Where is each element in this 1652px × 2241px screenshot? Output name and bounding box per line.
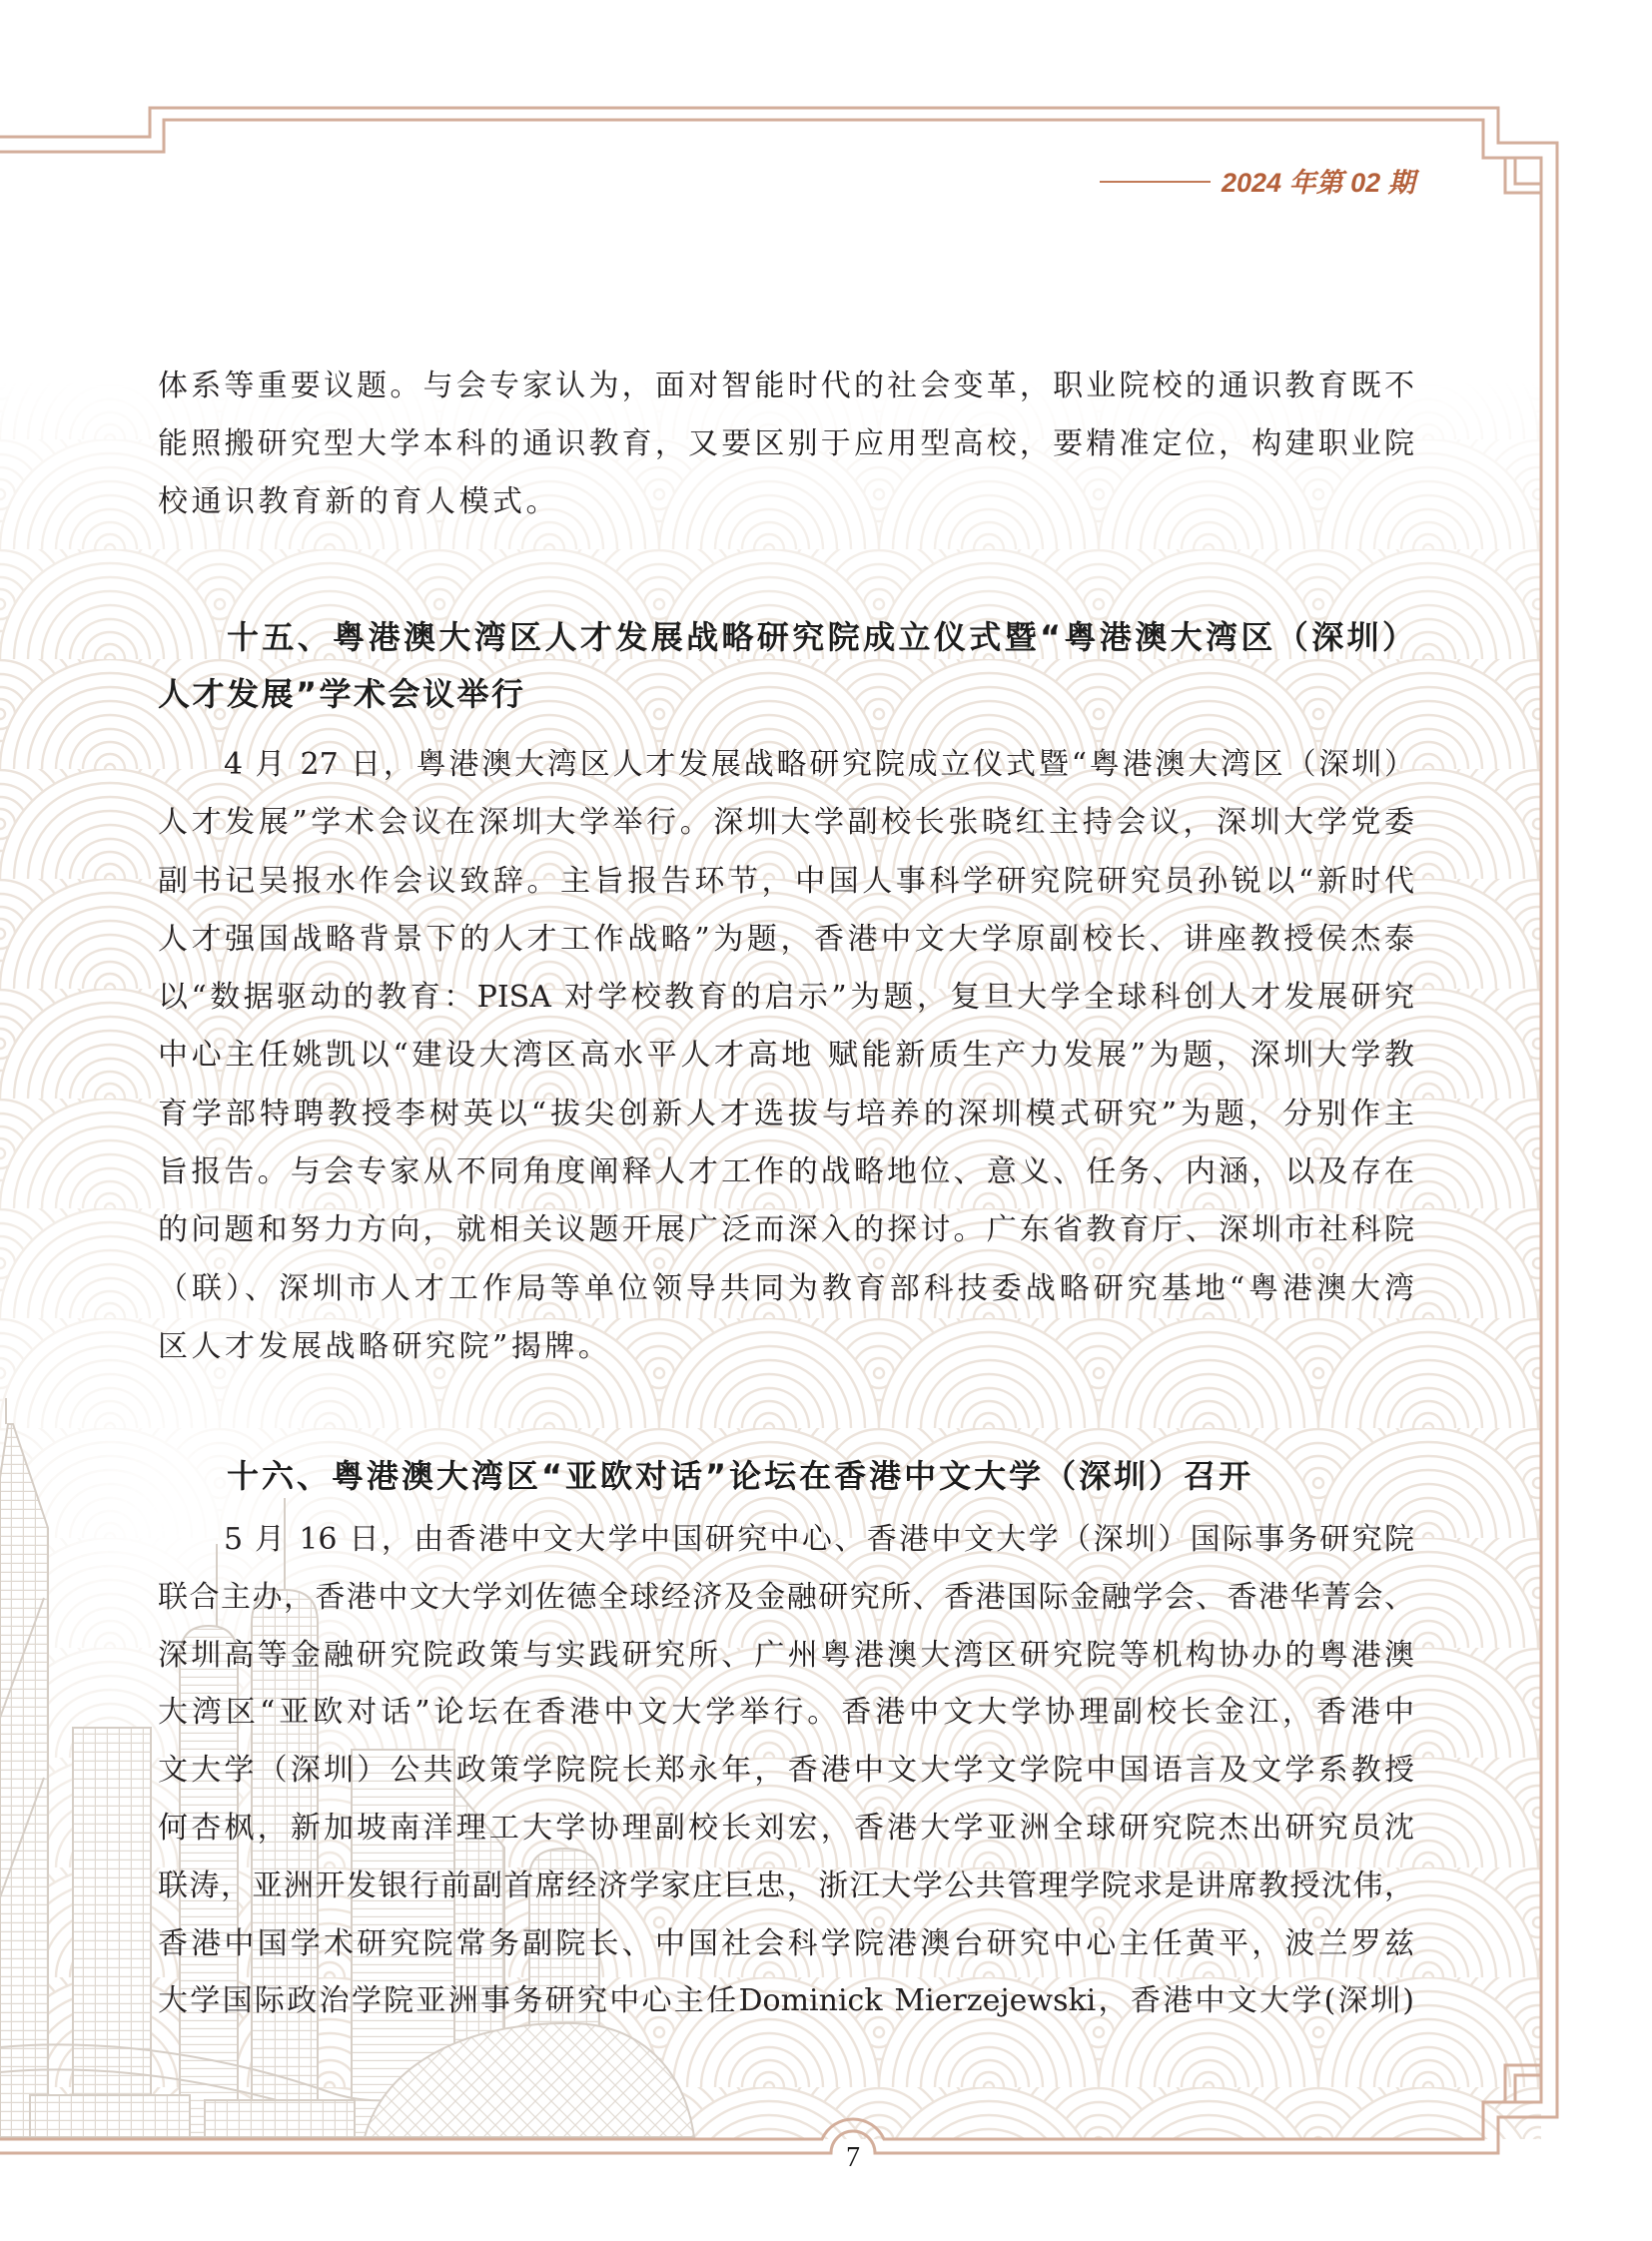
frame-corner-ornament-bottom-right (1505, 2065, 1541, 2102)
text-line: 联合主办，香港中文大学刘佐德全球经济及金融研究所、香港国际金融学会、香港华菁会、 (158, 1580, 1414, 1615)
text-line: 联涛，亚洲开发银行前副首席经济学家庄巨忠，浙江大学公共管理学院求是讲席教授沈伟， (158, 1868, 1414, 1903)
text-line: 人才发展”学术会议在深圳大学举行。深圳大学副校长张晓红主持会议，深圳大学党委 (158, 805, 1414, 840)
text-line: 4 月 27 日，粤港澳大湾区人才发展战略研究院成立仪式暨“粤港澳大湾区（深圳） (224, 747, 1414, 782)
text-line: 的问题和努力方向，就相关议题开展广泛而深入的探讨。广东省教育厅、深圳市社科院 (158, 1212, 1414, 1247)
text-line: 能照搬研究型大学本科的通识教育，又要区别于应用型高校，要精准定位，构建职业院 (158, 426, 1414, 461)
text-line: 体系等重要议题。与会专家认为，面对智能时代的社会变革，职业院校的通识教育既不 (158, 369, 1414, 403)
issue-label: 2024 年第 02 期 (1222, 168, 1415, 198)
section-heading: 十六、粤港澳大湾区“亚欧对话”论坛在香港中文大学（深圳）召开 (227, 1457, 1254, 1495)
text-line: 大湾区“亚欧对话”论坛在香港中文大学举行。香港中文大学协理副校长金江，香港中 (158, 1695, 1414, 1730)
text-line: （联）、深圳市人才工作局等单位领导共同为教育部科技委战略研究基地“粤港澳大湾 (158, 1271, 1414, 1306)
text-line: 文大学（深圳）公共政策学院院长郑永年，香港中文大学文学院中国语言及文学系教授 (158, 1753, 1414, 1788)
text-line: 人才强国战略背景下的人才工作战略”为题，香港中文大学原副校长、讲座教授侯杰泰 (158, 922, 1414, 957)
text-line: 旨报告。与会专家从不同角度阐释人才工作的战略地位、意义、任务、内涵，以及存在 (158, 1154, 1414, 1189)
text-line: 育学部特聘教授李树英以“拔尖创新人才选拔与培养的深圳模式研究”为题，分别作主 (158, 1097, 1414, 1131)
text-line: 5 月 16 日，由香港中文大学中国研究中心、香港中文大学（深圳）国际事务研究院 (224, 1522, 1414, 1557)
section-heading: 人才发展”学术会议举行 (158, 675, 526, 713)
text-line: 区人才发展战略研究院”揭牌。 (158, 1329, 612, 1364)
text-line: 校通识教育新的育人模式。 (158, 484, 559, 519)
text-line: 中心主任姚凯以“建设大湾区高水平人才高地 赋能新质生产力发展”为题，深圳大学教 (158, 1038, 1414, 1073)
text-line: 副书记吴报水作会议致辞。主旨报告环节，中国人事科学研究院研究员孙锐以“新时代 (158, 864, 1414, 899)
page-number: 7 (846, 2142, 860, 2173)
section-heading: 十五、粤港澳大湾区人才发展战略研究院成立仪式暨“粤港澳大湾区（深圳） (227, 618, 1414, 656)
text-line: 深圳高等金融研究院政策与实践研究所、广州粤港澳大湾区研究院等机构协办的粤港澳 (158, 1638, 1414, 1673)
text-line: 大学国际政治学院亚洲事务研究中心主任Dominick Mierzejewski，香港中文大学(深圳) (158, 1983, 1414, 2018)
frame-corner-ornament-top-right (1505, 158, 1541, 193)
text-line: 以“数据驱动的教育：PISA 对学校教育的启示”为题，复旦大学全球科创人才发展研究 (158, 980, 1414, 1015)
text-line: 香港中国学术研究院常务副院长、中国社会科学院港澳台研究中心主任黄平，波兰罗兹 (158, 1926, 1414, 1961)
header-rule (1100, 181, 1211, 183)
text-line: 何杏枫，新加坡南洋理工大学协理副校长刘宏，香港大学亚洲全球研究院杰出研究员沈 (158, 1811, 1414, 1846)
